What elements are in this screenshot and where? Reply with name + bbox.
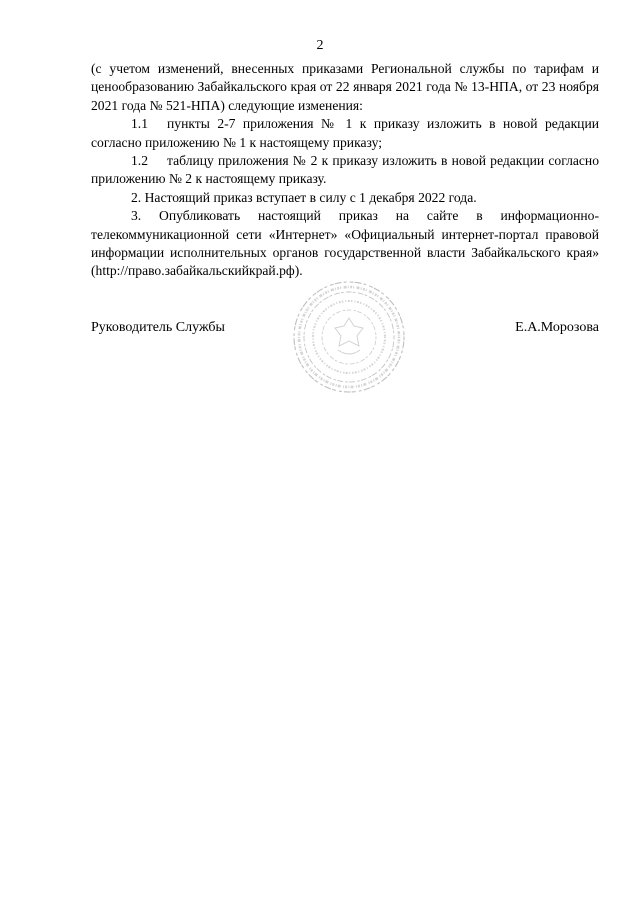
- list-item-1-2: [91, 152, 599, 189]
- signatory-title: Руководитель Службы: [91, 320, 225, 335]
- item-text-1-2: таблицу приложения № 2 к приказу изложить в новой редакции согласно приложению № 2 к настоящему приказу.: [91, 153, 599, 187]
- item-number-1-2: 1.2: [131, 153, 148, 169]
- signatory-name: Е.А.Морозова: [515, 320, 599, 335]
- item-text-1-1: пункты 2-7 приложения № 1 к приказу изложить в новой редакции согласно приложению № 1 к настоящему приказу;: [91, 116, 599, 150]
- list-item-1-1: [91, 115, 599, 152]
- item-number-1-1: 1.1: [131, 116, 148, 132]
- intro-paragraph: (с учетом изменений, внесенных приказами Региональной службы по тарифам и ценообразованию Забайкальского края от 22 января 2021 года № 13-НПА, от 23 ноября 2021 года № 521-НПА) следующие изменения:: [91, 61, 599, 113]
- seal-lettering-ring: [299, 287, 399, 387]
- official-seal-icon: [280, 278, 418, 396]
- seal-emblem: [335, 318, 363, 354]
- page-number: 2: [316, 38, 324, 53]
- list-item-2: 2. Настоящий приказ вступает в силу с 1 декабря 2022 года.: [131, 189, 477, 205]
- seal-rings: [294, 282, 404, 392]
- document-body: [91, 60, 599, 281]
- list-item-3: 3. Опубликовать настоящий приказ на сайте в информационно-телекоммуникационной сети «Интернет» «Официальный интернет-портал правовой информации исполнительных органов государственной власти Забайкальского края» (http://право.забайкальскийкрай.рф).: [91, 208, 599, 279]
